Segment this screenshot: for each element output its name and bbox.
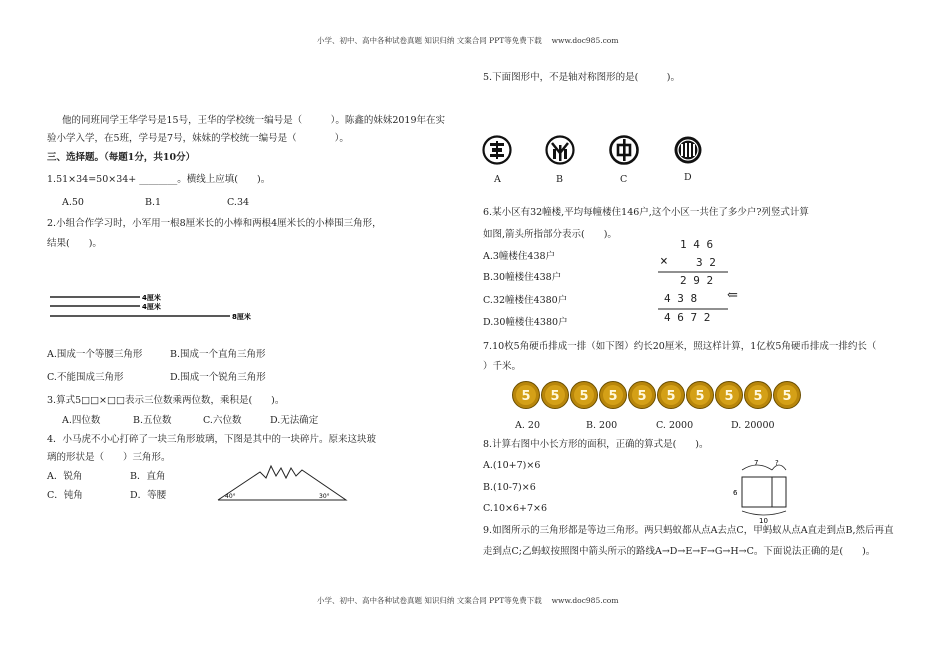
q5-option-b: B <box>556 174 563 185</box>
calc-row-1: 1 4 6 <box>680 238 714 251</box>
q1-option-b: B.1 <box>145 197 162 208</box>
stick-label-3: 8厘米 <box>232 313 251 321</box>
intro-line-1: 他的同班同学王华学号是15号，王华的学校统一编号是（ ）。陈鑫的妹妹2019年在实 <box>62 115 446 126</box>
q5-option-a: A <box>494 174 501 185</box>
bank-logo-c-icon <box>609 135 639 165</box>
q4-option-b: B．直角 <box>130 471 166 482</box>
calc-row-4: 4 3 8 <box>664 292 698 305</box>
angle-30: 30° <box>319 493 330 500</box>
q6-option-b: B.30幢楼住438户 <box>483 272 562 283</box>
q7-stem-2: ）千米。 <box>483 361 522 372</box>
coin-icon <box>773 380 801 410</box>
page-footer: 小学、初中、高中各种试卷真题 知识归纳 文案合同 PPT等免费下载 www.doc985.com <box>317 596 619 605</box>
section-title: 三、选择题。（每题1分，共10分） <box>47 152 196 163</box>
fig-label-question: ? <box>775 459 779 467</box>
broken-glass-figure <box>218 462 353 502</box>
coins-row <box>512 380 802 412</box>
coin-icon <box>628 380 656 410</box>
q5-option-d: D <box>684 172 692 183</box>
q7-stem-1: 7.10枚5角硬币排成一排（如下图）约长20厘米，照这样计算，1亿枚5角硬币排成一排约长（ <box>483 341 877 352</box>
calc-row-3: 2 9 2 <box>680 274 714 287</box>
q3-stem: 3.算式5□□×□□表示三位数乘两位数，乘积是( )。 <box>47 395 285 406</box>
bank-logo-a-icon <box>482 135 512 165</box>
q2-option-d: D.围成一个锐角三角形 <box>170 372 266 383</box>
q9-stem-2: 走到点C;乙蚂蚁按照图中箭头所示的路线A→D→E→F→G→H→C。下面说法正确的是( )。 <box>483 546 876 557</box>
fig-label-7: 7 <box>754 459 759 467</box>
stick-label-1: 4厘米 <box>142 294 161 302</box>
fig-label-10: 10 <box>759 517 768 525</box>
q4-option-c: C．钝角 <box>47 490 83 501</box>
q2-option-b: B.围成一个直角三角形 <box>170 349 266 360</box>
rectangle-figure <box>730 455 805 525</box>
q7-option-c: C. 2000 <box>656 420 694 431</box>
q7-option-a: A. 20 <box>515 420 540 431</box>
angle-40: 40° <box>225 493 236 500</box>
q5-stem: 5.下面图形中，不是轴对称图形的是( )。 <box>483 72 680 83</box>
q8-stem: 8.计算右图中小长方形的面积，正确的算式是( )。 <box>483 439 709 450</box>
svg-text:5: 5 <box>521 389 531 404</box>
q8-option-b: B.(10-7)×6 <box>483 482 536 493</box>
q2-option-a: A.围成一个等腰三角形 <box>47 349 143 360</box>
page-header: 小学、初中、高中各种试卷真题 知识归纳 文案合同 PPT等免费下载 www.doc985.com <box>317 36 619 45</box>
q2-stem-1: 2.小组合作学习时，小军用一根8厘米长的小棒和两根4厘米长的小棒围三角形， <box>47 218 382 229</box>
svg-text:5: 5 <box>608 389 618 404</box>
fig-label-6: 6 <box>733 489 738 497</box>
q2-option-c: C.不能围成三角形 <box>47 372 124 383</box>
q4-stem-1: 4．小马虎不小心打碎了一块三角形玻璃，下图是其中的一块碎片。原来这块玻 <box>47 434 377 445</box>
svg-text:5: 5 <box>637 389 647 404</box>
svg-text:5: 5 <box>753 389 763 404</box>
q7-option-d: D. 20000 <box>731 420 775 431</box>
q5-option-c: C <box>620 174 628 185</box>
svg-text:5: 5 <box>666 389 676 404</box>
calc-row-5: 4 6 7 2 <box>664 311 711 324</box>
q3-option-c: C.六位数 <box>203 415 242 426</box>
q4-stem-2: 璃的形状是（ ）三角形。 <box>47 452 171 463</box>
coin-icon <box>715 380 743 410</box>
calc-arrow: ⇐ <box>727 288 738 303</box>
q8-option-a: A.(10+7)×6 <box>483 460 541 471</box>
q6-option-d: D.30幢楼住4380户 <box>483 317 568 328</box>
q9-stem-1: 9.如图所示的三角形都是等边三角形。两只蚂蚁都从点A去点C，甲蚂蚁从点A直走到点B,然后再直 <box>483 525 894 536</box>
sticks-figure <box>50 290 270 330</box>
q1-stem: 1.51×34=50×34+ ________。横线上应填( )。 <box>47 174 271 185</box>
q7-option-b: B. 200 <box>586 420 618 431</box>
bank-logo-d-icon <box>673 135 703 165</box>
svg-text:5: 5 <box>782 389 792 404</box>
q8-option-c: C.10×6+7×6 <box>483 503 548 514</box>
q6-stem-2: 如图,箭头所指部分表示( )。 <box>483 229 617 240</box>
coin-icon <box>599 380 627 410</box>
q4-option-a: A．锐角 <box>47 471 83 482</box>
calc-operator: × <box>660 254 668 269</box>
q1-option-a: A.50 <box>62 197 84 208</box>
calc-row-2: 3 2 <box>696 256 716 269</box>
q3-option-d: D.无法确定 <box>270 415 319 426</box>
svg-text:5: 5 <box>724 389 734 404</box>
coin-icon <box>686 380 714 410</box>
coin-icon <box>570 380 598 410</box>
calc-line-1 <box>658 271 728 273</box>
q6-option-c: C.32幢楼住4380户 <box>483 295 568 306</box>
coin-icon <box>657 380 685 410</box>
svg-text:5: 5 <box>550 389 560 404</box>
svg-text:5: 5 <box>695 389 705 404</box>
q1-option-c: C.34 <box>227 197 250 208</box>
svg-text:5: 5 <box>579 389 589 404</box>
intro-line-2: 验小学入学，在5班，学号是7号，妹妹的学校统一编号是（ ）。 <box>47 133 349 144</box>
stick-label-2: 4厘米 <box>142 303 161 311</box>
q6-stem-1: 6.某小区有32幢楼,平均每幢楼住146户,这个小区一共住了多少户?列竖式计算 <box>483 207 809 218</box>
q3-option-a: A.四位数 <box>62 415 101 426</box>
coin-icon <box>512 380 540 410</box>
coin-icon <box>744 380 772 410</box>
calc-line-2 <box>658 308 728 310</box>
bank-logo-b-icon <box>545 135 575 165</box>
q6-option-a: A.3幢楼住438户 <box>483 251 556 262</box>
q3-option-b: B.五位数 <box>133 415 172 426</box>
coin-icon <box>541 380 569 410</box>
q4-option-d: D．等腰 <box>130 490 167 501</box>
q2-stem-2: 结果( )。 <box>47 238 102 249</box>
